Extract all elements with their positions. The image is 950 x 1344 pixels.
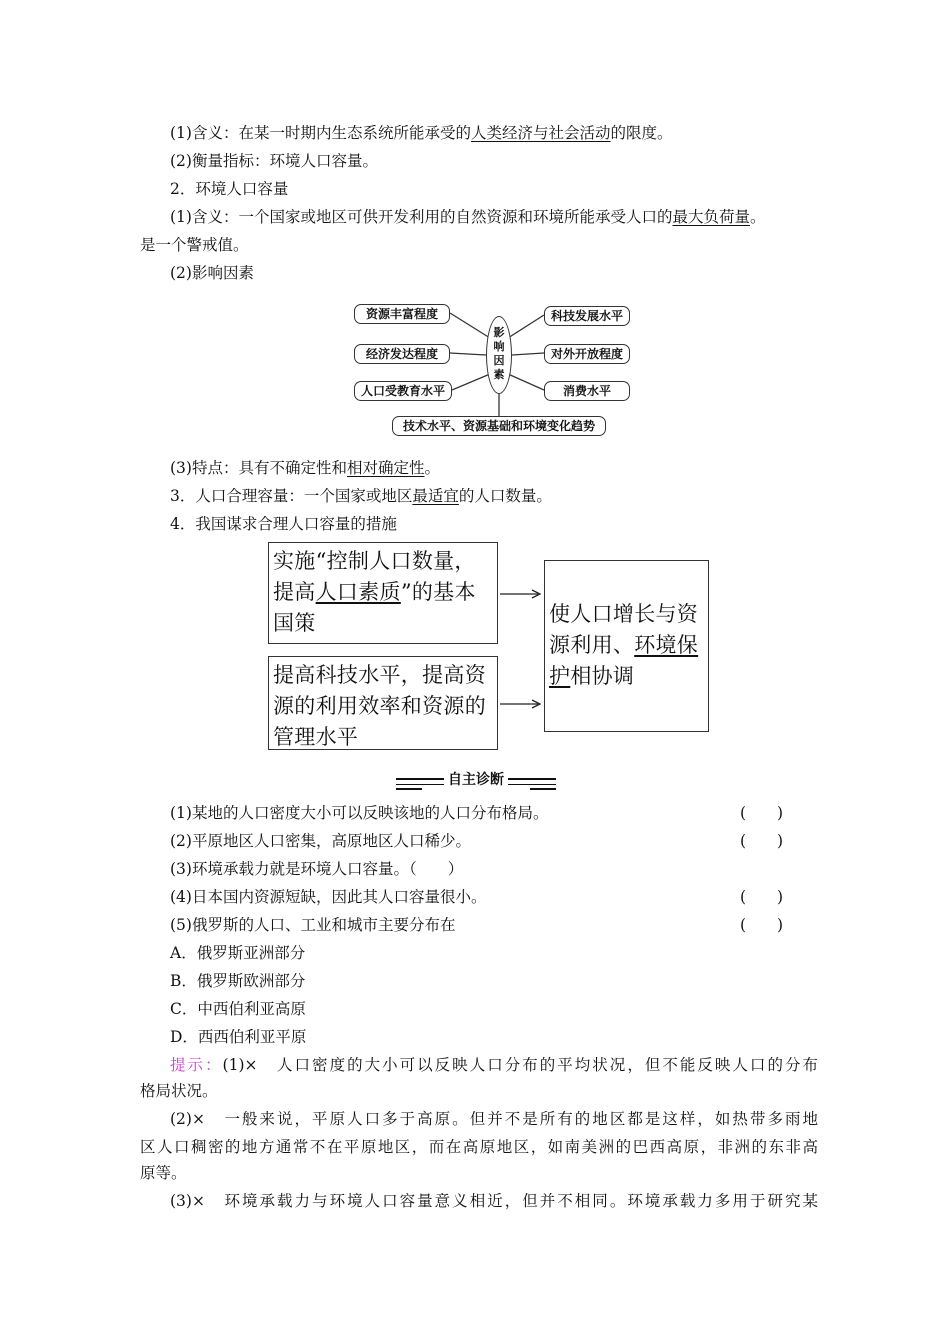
heading-decoration (530, 788, 556, 790)
self-diagnosis-heading: 自主诊断 (396, 770, 556, 790)
factor-consumption: 消费水平 (544, 381, 630, 401)
option-b: B．俄罗斯欧洲部分 (170, 972, 306, 990)
answer-1-line2: 格局状况。 (140, 1082, 218, 1100)
heading-decoration (396, 788, 422, 790)
diagram-center-node: 影 响 因 素 (486, 316, 512, 394)
answer-blank: ( ) (740, 832, 784, 850)
option-a: A．俄罗斯亚洲部分 (170, 944, 306, 962)
factor-resources: 资源丰富程度 (354, 304, 450, 324)
answer-3-line1: (3)× 环境承载力与环境人口容量意义相近，但并不相同。环境承载力多用于研究某 (170, 1192, 818, 1210)
measure-technology-box: 提高科技水平，提高资源的利用效率和资源的管理水平 (268, 656, 498, 750)
question-3: (3)环境承载力就是环境人口容量。（ ） (170, 860, 464, 878)
underlined-term: 环境保护 (549, 633, 699, 688)
answer-2-line1: (2)× 一般来说，平原人口多于高原。但并不是所有的地区都是这样，如热带多雨地 (170, 1110, 818, 1128)
tip-label: 提示： (170, 1056, 223, 1074)
section-title-4: 4．我国谋求合理人口容量的措施 (170, 515, 397, 533)
answer-1-line1: 提示：(1)× 人口密度的大小可以反映人口分布的平均状况，但不能反映人口的分布 (170, 1056, 818, 1074)
answer-blank: ( ) (740, 888, 784, 906)
option-d: D．西西伯利亚平原 (170, 1028, 307, 1046)
answer-2-line2: 区人口稠密的地方通常不在平原地区，而在高原地区，如南美洲的巴西高原，非洲的东非高 (140, 1138, 818, 1156)
answer-blank: ( ) (740, 916, 784, 934)
measures-diagram (268, 542, 713, 752)
factors-title: (2)影响因素 (170, 264, 254, 282)
question-1: (1)某地的人口密度大小可以反映该地的人口分布格局。 (170, 804, 549, 822)
underlined-term: 相对确定性 (346, 459, 425, 477)
question-2: (2)平原地区人口密集，高原地区人口稀少。 (170, 832, 471, 850)
arrow-right-icon (498, 588, 544, 600)
factor-economy: 经济发达程度 (354, 344, 450, 364)
underlined-term: 人类经济与社会活动 (470, 124, 611, 142)
question-4: (4)日本国内资源短缺，因此其人口容量很小。 (170, 888, 487, 906)
answer-blank: ( ) (740, 804, 784, 822)
measure-policy-box: 实施“控制人口数量，提高人口素质”的基本国策 (268, 542, 498, 644)
definition-continuation: 是一个警戒值。 (140, 236, 249, 254)
answer-2-line3: 原等。 (140, 1164, 187, 1182)
arrow-right-icon (498, 698, 544, 710)
section-title-2: 2．环境人口容量 (170, 180, 289, 198)
factor-openness: 对外开放程度 (544, 344, 630, 364)
reasonable-capacity: 3．人口合理容量：一个国家或地区最适宜的人口数量。 (170, 487, 552, 505)
population-capacity-definition: (1)含义：一个国家或地区可供开发利用的自然资源和环境所能承受人口的最大负荷量。 (170, 208, 766, 226)
carrying-capacity-indicator: (2)衡量指标：环境人口容量。 (170, 152, 378, 170)
carrying-capacity-definition: (1)含义：在某一时期内生态系统所能承受的人类经济与社会活动的限度。 (170, 124, 673, 142)
factor-trend: 技术水平、资源基础和环境变化趋势 (392, 416, 606, 436)
factor-technology: 科技发展水平 (544, 306, 630, 326)
measure-result-box: 使人口增长与资源利用、环境保护相协调 (544, 560, 709, 732)
factor-education: 人口受教育水平 (354, 381, 452, 401)
underlined-term: 最适宜 (412, 487, 459, 505)
question-5: (5)俄罗斯的人口、工业和城市主要分布在 (170, 916, 456, 934)
capacity-features: (3)特点：具有不确定性和相对确定性。 (170, 459, 440, 477)
factors-diagram (340, 298, 640, 443)
underlined-term: 人口素质 (315, 580, 401, 604)
option-c: C．中西伯利亚高原 (170, 1000, 306, 1018)
underlined-term: 最大负荷量 (672, 208, 750, 226)
